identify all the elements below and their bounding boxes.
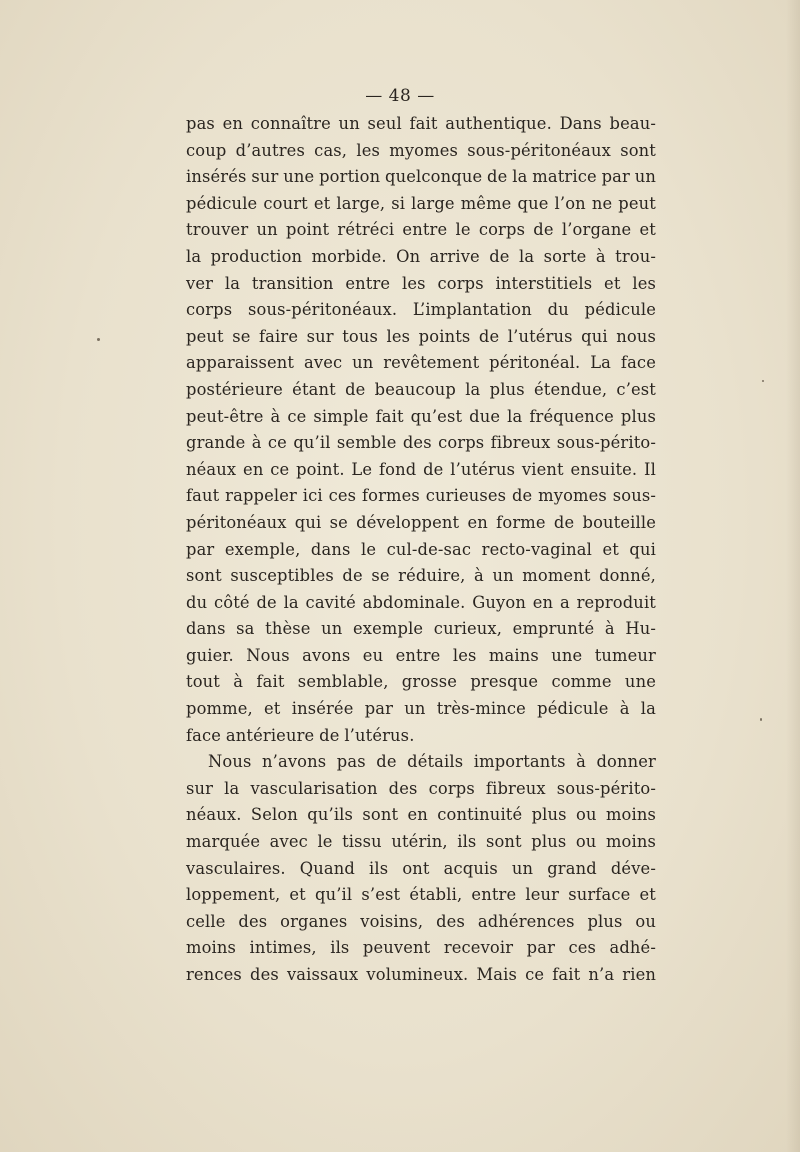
text-line: grande à ce qu’il semble des corps fibreux sous-périto- <box>186 433 656 453</box>
text-line: faut rappeler ici ces formes curieuses de myomes sous- <box>186 486 656 506</box>
text-line: loppement, et qu’il s’est établi, entre leur surface et <box>186 885 656 905</box>
text-line: postérieure étant de beaucoup la plus étendue, c’est <box>186 379 656 399</box>
text-line: pédicule court et large, si large même que l’on ne peut <box>186 193 656 213</box>
paper-speck <box>97 338 100 341</box>
text-line: marquée avec le tissu utérin, ils sont plus ou moins <box>186 832 656 852</box>
text-line: sur la vascularisation des corps fibreux sous-périto- <box>186 778 656 798</box>
text-line: coup d’autres cas, les myomes sous-péritonéaux sont <box>186 140 656 160</box>
paper-speck <box>760 718 762 721</box>
text-line: du côté de la cavité abdominale. Guyon en a reproduit <box>186 592 656 612</box>
paper-speck <box>762 380 764 382</box>
text-line: néaux. Selon qu’ils sont en continuité plus ou moins <box>186 805 656 825</box>
text-line: moins intimes, ils peuvent recevoir par ces adhé- <box>186 938 656 958</box>
text-line: néaux en ce point. Le fond de l’utérus vient ensuite. Il <box>186 459 656 479</box>
text-line: Nous n’avons pas de détails importants à donner <box>208 752 656 772</box>
text-line: par exemple, dans le cul-de-sac recto-vaginal et qui <box>186 539 656 559</box>
text-line: face antérieure de l’utérus. <box>186 725 415 745</box>
text-line: apparaissent avec un revêtement péritonéal. La face <box>186 353 656 373</box>
text-line: celle des organes voisins, des adhérences plus ou <box>186 911 656 931</box>
text-line: rences des vaissaux volumineux. Mais ce fait n’a rien <box>186 965 656 984</box>
text-line: insérés sur une portion quelconque de la matrice par un <box>186 167 657 187</box>
text-line: pomme, et insérée par un très-mince pédicule à la <box>186 699 656 719</box>
text-line: péritonéaux qui se développent en forme de bouteille <box>186 512 656 532</box>
text-line: trouver un point rétréci entre le corps de l’organe et <box>186 220 656 240</box>
page-edge-shadow <box>786 0 800 1152</box>
text-line: vasculaires. Quand ils ont acquis un grand déve- <box>186 858 656 878</box>
text-line: ver la transition entre les corps interstitiels et les <box>186 273 656 293</box>
text-line: sont susceptibles de se réduire, à un moment donné, <box>186 566 656 586</box>
text-line: peut-être à ce simple fait qu’est due la fréquence plus <box>186 406 656 426</box>
text-line: tout à fait semblable, grosse presque comme une <box>186 672 656 692</box>
text-line: dans sa thèse un exemple curieux, emprunté à Hu- <box>186 619 656 639</box>
text-line: pas en connaître un seul fait authentique. Dans beau- <box>186 114 656 133</box>
text-line: guier. Nous avons eu entre les mains une tumeur <box>186 645 656 665</box>
body-text <box>186 111 656 989</box>
text-line: peut se faire sur tous les points de l’utérus qui nous <box>186 326 656 346</box>
text-line: corps sous-péritonéaux. L’implantation du pédicule <box>186 300 656 320</box>
text-line: la production morbide. On arrive de la sorte à trou- <box>186 246 656 266</box>
page-number: — 48 — <box>365 86 435 106</box>
